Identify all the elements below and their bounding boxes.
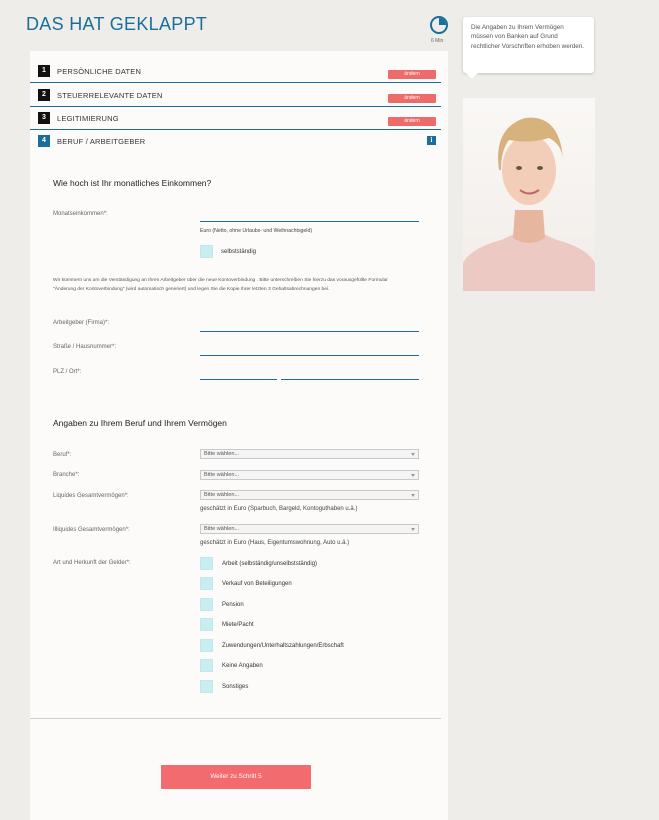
illiquid-assets-label: Illiquides Gesamtvermögen*: — [53, 527, 130, 533]
origin-work-label: Arbeit (selbständig/unselbstständig) — [222, 561, 318, 567]
origin-other-label: Sonstiges — [222, 684, 249, 690]
origin-work-checkbox[interactable] — [200, 557, 213, 570]
chevron-down-icon — [411, 453, 415, 456]
employer-input[interactable] — [200, 331, 419, 332]
origin-pension-label: Pension — [222, 602, 244, 608]
origin-sale-label: Verkauf von Beteiligungen — [222, 581, 292, 587]
select-value: Bitte wählen... — [204, 472, 240, 478]
tooltip-bubble — [463, 17, 594, 73]
page-title: DAS HAT GEKLAPPT — [26, 14, 208, 34]
self-employed-checkbox[interactable] — [200, 245, 213, 258]
step-number: 2 — [38, 89, 50, 101]
step-number: 1 — [38, 65, 50, 77]
edit-step-1-button[interactable]: ändern — [388, 70, 436, 79]
job-label: Beruf*: — [53, 452, 72, 458]
form-panel — [30, 51, 448, 820]
origin-pension-checkbox[interactable] — [200, 598, 213, 611]
step-number: 3 — [38, 112, 50, 124]
origin-rent-label: Miete/Pacht — [222, 622, 254, 628]
city-input[interactable] — [281, 379, 419, 380]
employer-info-text: Wir kümmern uns um die Verständigung an Ihren Arbeitgeber über die neue Kontoverbindung . Bitte unterschreiben Sie hierzu das vorausgefüllte Formular "Änderung der Kontoverbindung" (wird automatisch generiert) und legen Sie die Kopie Ihrer letzten 3 Gehaltsabrechnungen bei. — [53, 278, 388, 292]
employer-label: Arbeitgeber (Firma)*: — [53, 320, 110, 326]
step-label: PERSÖNLICHE DATEN — [57, 67, 142, 76]
step-4 — [30, 129, 441, 150]
chevron-down-icon — [411, 474, 415, 477]
info-icon[interactable]: i — [427, 136, 436, 145]
liquid-assets-note: geschätzt in Euro (Sparbuch, Bargeld, Kontoguthaben u.ä.) — [200, 506, 358, 512]
origin-none-checkbox[interactable] — [200, 659, 213, 672]
fund-origin-label: Art und Herkunft der Gelder*: — [53, 560, 131, 566]
zip-city-label: PLZ / Ort*: — [53, 369, 82, 375]
chevron-down-icon — [411, 494, 415, 497]
step-label: LEGITIMIERUNG — [57, 114, 119, 123]
edit-step-3-button[interactable]: ändern — [388, 117, 436, 126]
origin-gifts-label: Zuwendungen/Unterhaltszahlungen/Erbschaft — [222, 643, 344, 649]
step-1 — [30, 59, 441, 80]
chevron-down-icon — [411, 528, 415, 531]
origin-gifts-checkbox[interactable] — [200, 639, 213, 652]
self-employed-label: selbstständig — [221, 249, 257, 255]
street-input[interactable] — [200, 355, 419, 356]
step-number: 4 — [38, 135, 50, 147]
liquid-assets-select[interactable] — [200, 490, 419, 500]
job-heading: Angaben zu Ihrem Beruf und Ihrem Vermögen — [53, 418, 227, 428]
job-select[interactable] — [200, 449, 419, 459]
section-divider — [30, 718, 441, 719]
timer-label: 6 Min — [431, 38, 444, 44]
next-step-button[interactable]: Weiter zu Schritt 5 — [161, 765, 311, 789]
industry-select[interactable] — [200, 470, 419, 480]
origin-none-label: Keine Angaben — [222, 663, 263, 669]
illiquid-assets-select[interactable] — [200, 524, 419, 534]
step-label: BERUF / ARBEITGEBER — [57, 137, 146, 146]
origin-rent-checkbox[interactable] — [200, 618, 213, 631]
select-value: Bitte wählen... — [204, 492, 240, 498]
origin-sale-checkbox[interactable] — [200, 577, 213, 590]
income-heading: Wie hoch ist Ihr monatliches Einkommen? — [53, 178, 212, 188]
step-3 — [30, 106, 441, 127]
monthly-income-input[interactable] — [200, 221, 419, 222]
origin-other-checkbox[interactable] — [200, 680, 213, 693]
edit-step-2-button[interactable]: ändern — [388, 94, 436, 103]
step-label: STEUERRELEVANTE DATEN — [57, 91, 163, 100]
liquid-assets-label: Liquides Gesamtvermögen*: — [53, 493, 129, 499]
advisor-photo — [463, 98, 595, 291]
zip-input[interactable] — [200, 379, 277, 380]
income-unit-note: Euro (Netto, ohne Urlaubs- und Weihnachtsgeld) — [200, 228, 313, 234]
industry-label: Branche*: — [53, 472, 80, 478]
select-value: Bitte wählen... — [204, 451, 240, 457]
step-2 — [30, 83, 441, 104]
street-label: Straße / Hausnummer*: — [53, 344, 117, 350]
select-value: Bitte wählen... — [204, 526, 240, 532]
illiquid-assets-note: geschätzt in Euro (Haus, Eigentumswohnung, Auto u.ä.) — [200, 540, 350, 546]
timer-icon — [430, 16, 448, 34]
monthly-income-label: Monatseinkommen*: — [53, 211, 108, 217]
tooltip-text: Die Angaben zu Ihrem Vermögen müssen von Banken auf Grund rechtlicher Vorschriften erhoben werden. — [471, 24, 585, 50]
